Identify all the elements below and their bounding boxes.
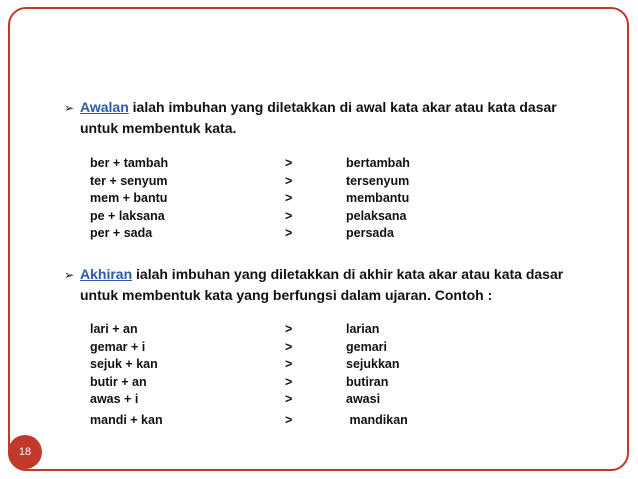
example-result: bertambah (346, 156, 410, 170)
bullet-akhiran-text: ialah imbuhan yang diletakkan di akhir kata akar atau kata dasar (132, 266, 564, 282)
example-formula: butir + an (90, 374, 147, 389)
term-awalan[interactable]: Awalan (80, 99, 129, 115)
term-akhiran[interactable]: Akhiran (80, 266, 133, 282)
arrow-bullet-icon: ➢ (64, 268, 75, 282)
example-formula: awas + i (90, 392, 139, 406)
example-result: larian (346, 322, 380, 336)
example-result: gemari (346, 339, 387, 354)
example-arrow: > (285, 322, 293, 336)
example-result: butiran (346, 374, 389, 389)
bullet-awalan-line-2: untuk membentuk kata. (80, 120, 237, 136)
example-formula: ter + senyum (90, 173, 168, 188)
example-arrow: > (285, 374, 293, 389)
bullet-akhiran-line-2: untuk membentuk kata yang berfungsi dalam ujaran. Contoh : (80, 287, 493, 303)
bullet-awalan-line-1 (64, 97, 634, 118)
example-arrow: > (285, 173, 293, 188)
example-formula: gemar + i (90, 339, 146, 354)
example-result: membantu (346, 191, 410, 205)
example-formula: pe + laksana (90, 208, 165, 223)
example-result: pelaksana (346, 208, 407, 223)
page-number-badge: 18 (8, 435, 42, 469)
example-formula: sejuk + kan (90, 357, 158, 371)
example-arrow: > (285, 392, 293, 406)
example-formula: mandi + kan (90, 412, 163, 427)
example-arrow: > (285, 156, 293, 170)
example-arrow: > (285, 208, 293, 223)
example-result: sejukkan (346, 357, 400, 371)
example-formula: per + sada (90, 226, 153, 240)
example-formula: mem + bantu (90, 191, 168, 205)
bullet-awalan-text: ialah imbuhan yang diletakkan di awal kata akar atau kata dasar (128, 99, 557, 115)
bullet-akhiran (64, 264, 634, 305)
example-result: awasi (346, 392, 381, 406)
example-formula: lari + an (90, 322, 138, 336)
arrow-bullet-icon: ➢ (64, 101, 75, 115)
example-arrow: > (285, 339, 293, 354)
example-arrow: > (285, 191, 293, 205)
example-result: persada (346, 226, 394, 240)
example-arrow: > (285, 226, 293, 240)
example-arrow: > (285, 412, 293, 427)
example-result: tersenyum (346, 173, 410, 188)
example-arrow: > (285, 357, 293, 371)
example-result: mandikan (346, 412, 408, 427)
bullet-akhiran-line-1 (64, 264, 634, 285)
bullet-awalan (64, 97, 634, 138)
example-formula: ber + tambah (90, 156, 169, 170)
